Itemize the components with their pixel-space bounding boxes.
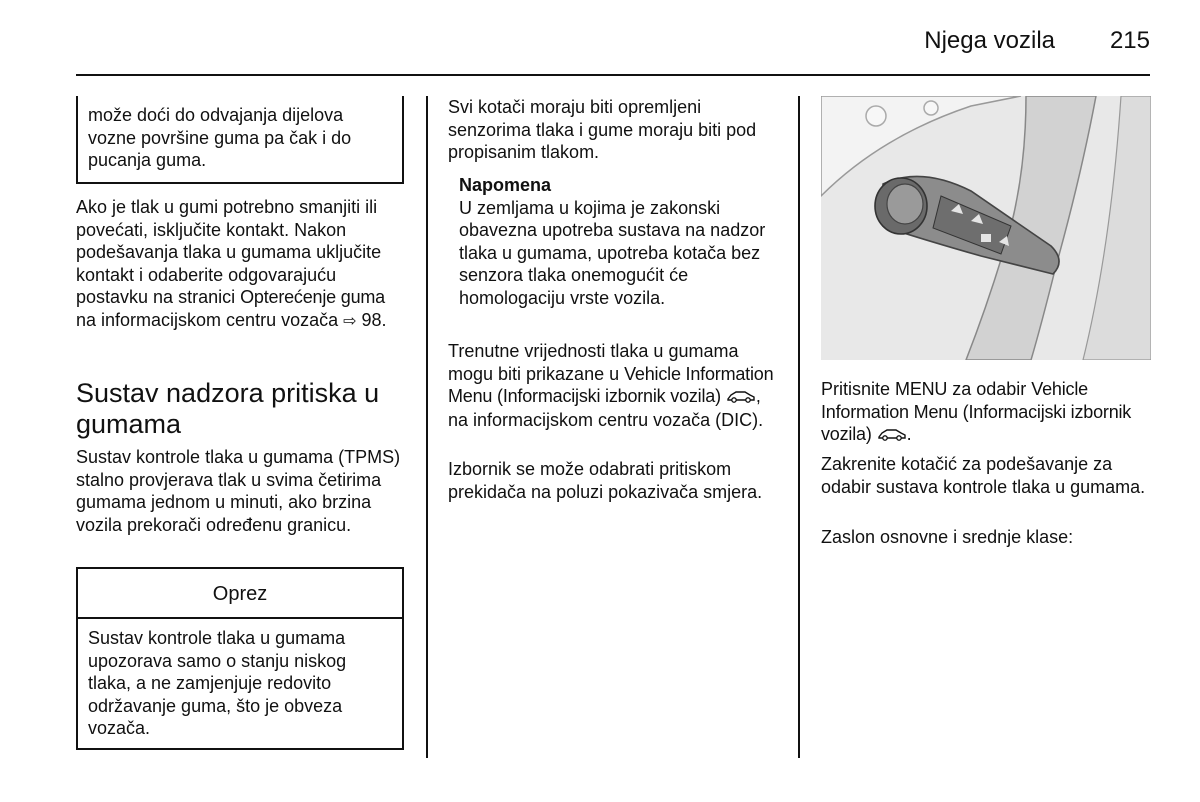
adjust-wheel-text: Zakrenite kotačić za podešavanje za odabir sustava kontrole tlaka u gumama. <box>821 454 1146 497</box>
column-divider-1 <box>426 96 428 758</box>
vehicle-info-menu-label: Vehicle Information Menu (Informacijski izbornik vozila) <box>821 379 1132 444</box>
turn-signal-lever-illustration <box>821 96 1151 360</box>
column-divider-2 <box>798 96 800 758</box>
para-text: Ako je tlak u gumi potrebno smanjiti ili povećati, isključite kontakt. Nakon podešavanja tlaka u gumama uključite kontakt i odaberite odgovarajuću postavku na stranici <box>76 197 382 307</box>
menu-button-label: MENU <box>895 379 948 399</box>
header-rule <box>76 74 1150 76</box>
sensors-paragraph <box>448 96 778 164</box>
caution-box <box>76 567 404 750</box>
tpms-intro-paragraph <box>76 446 404 536</box>
para-text: Trenutne vrijednosti tlaka u gumama mogu biti prikazane u <box>448 341 739 384</box>
note-block <box>459 174 779 309</box>
car-icon <box>726 386 756 409</box>
para-text: . <box>906 424 912 444</box>
warning-continuation-text: može doći do odvajanja dijelova vozne površine guma pa čak i do pucanja guma. <box>88 105 352 170</box>
caution-text: Sustav kontrole tlaka u gumama upozorava samo o stanju niskog tlaka, a ne zamjenjuje redovito održavanje guma, što je obveza vozača. <box>88 628 347 738</box>
menu-select-paragraph <box>448 458 778 503</box>
caution-title: Oprez <box>78 569 402 619</box>
display-class-text: Zaslon osnovne i srednje klase: <box>821 527 1074 547</box>
dic-values-paragraph <box>448 340 778 431</box>
tyre-load-setting-label: Opterećenje guma <box>240 287 385 307</box>
adjust-wheel-paragraph <box>821 453 1151 498</box>
vehicle-info-menu-label: Vehicle Information Menu (Informacijski izbornik vozila) <box>448 363 774 406</box>
lever-drawing <box>821 96 1151 360</box>
note-text: U zemljama u kojima je zakonski obavezna upotreba sustava na nadzor tlaka u gumama, upotreba kotača bez senzora tlaka onemogućit će homologaciju vrste vozila. <box>459 197 766 308</box>
page-reference: 98. <box>361 309 387 330</box>
note-title: Napomena <box>459 175 552 195</box>
warning-box-continuation <box>76 96 404 184</box>
display-class-paragraph <box>821 526 1151 549</box>
section-heading: Sustav nadzora pritiska u gumama <box>76 378 380 439</box>
page-number: 215 <box>1109 27 1150 54</box>
car-icon <box>877 424 907 447</box>
page-header-title: Njega vozila <box>924 27 1055 54</box>
para-text: Pritisnite <box>821 379 896 399</box>
press-menu-paragraph <box>821 378 1151 447</box>
tpms-intro-text: Sustav kontrole tlaka u gumama (TPMS) stalno provjerava tlak u svima četirima gumama jednom u minuti, ako brzina vozila prekorači određenu granicu. <box>76 447 401 535</box>
menu-select-text: Izbornik se može odabrati pritiskom prekidača na poluzi pokazivača smjera. <box>448 459 763 502</box>
page-reference-arrow-icon: ⇨ <box>343 312 357 330</box>
para-text: , na informacijskom centru vozača (DIC). <box>448 386 764 430</box>
para-text: na informacijskom centru vozača <box>76 309 344 330</box>
sensors-text: Svi kotači moraju biti opremljeni senzorima tlaka i gume moraju biti pod propisanim tlakom. <box>448 97 757 162</box>
tyre-pressure-adjust-paragraph <box>76 196 404 333</box>
para-text: za odabir <box>947 379 1032 399</box>
